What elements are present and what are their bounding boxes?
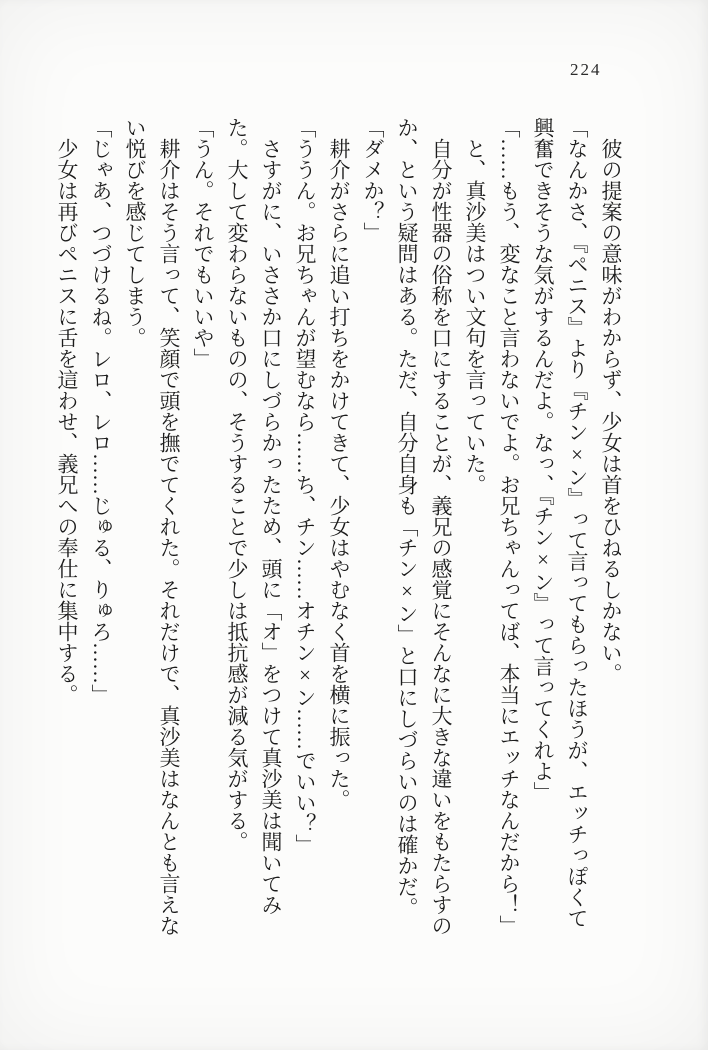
paragraph: 耕介はそう言って、笑顔で頭を撫でてくれた。それだけで、真沙美はなんとも言えない悦びを感じてしまう。	[123, 117, 181, 936]
paragraph: 「じゃあ、つづけるね。レロ、レロ……じゅる、りゅろ……」	[89, 117, 113, 705]
paragraph: 「……もう、変なこと言わないでよ。お兄ちゃんってば、本当にエッチなんだから！」	[497, 117, 521, 936]
paragraph: 「なんかさ、『ペニス』より『チン×ン』って言ってもらったほうが、エッチっぽくて興奮できそうな気がするんだよ。なっ、『チン×ン』って言ってくれよ」	[531, 117, 589, 929]
paragraph: 少女は再びペニスに舌を這わせ、義兄への奉仕に集中する。	[55, 138, 79, 705]
paragraph: 「うん。それでもいいや」	[191, 117, 215, 369]
paragraph: 彼の提案の意味がわからず、少女は首をひねるしかない。	[599, 138, 623, 684]
page-number: 224	[570, 60, 602, 79]
paragraph: さすがに、いささか口にしづらかったため、頭に「オ」をつけて真沙美は聞いてみた。大して変わらないものの、そうすることで少しは抵抗感が減る気がする。	[225, 117, 283, 915]
paragraph: 耕介がさらに追い打ちをかけてきて、少女はやむなく首を横に振った。	[327, 138, 351, 810]
paragraph: 「ううん。お兄ちゃんが望むなら……ち、チン……オチン×ン……でいい？」	[293, 117, 317, 855]
paragraph: と、真沙美はつい文句を言っていた。	[463, 138, 487, 495]
text-block	[50, 117, 628, 936]
paragraph: 「ダメか？」	[361, 117, 385, 243]
paragraph: 自分が性器の俗称を口にすることが、義兄の感覚にそんなに大きな違いをもたらすのか、という疑問はある。ただ、自分自身も「チン×ン」と口にしづらいのは確かだ。	[395, 117, 453, 936]
